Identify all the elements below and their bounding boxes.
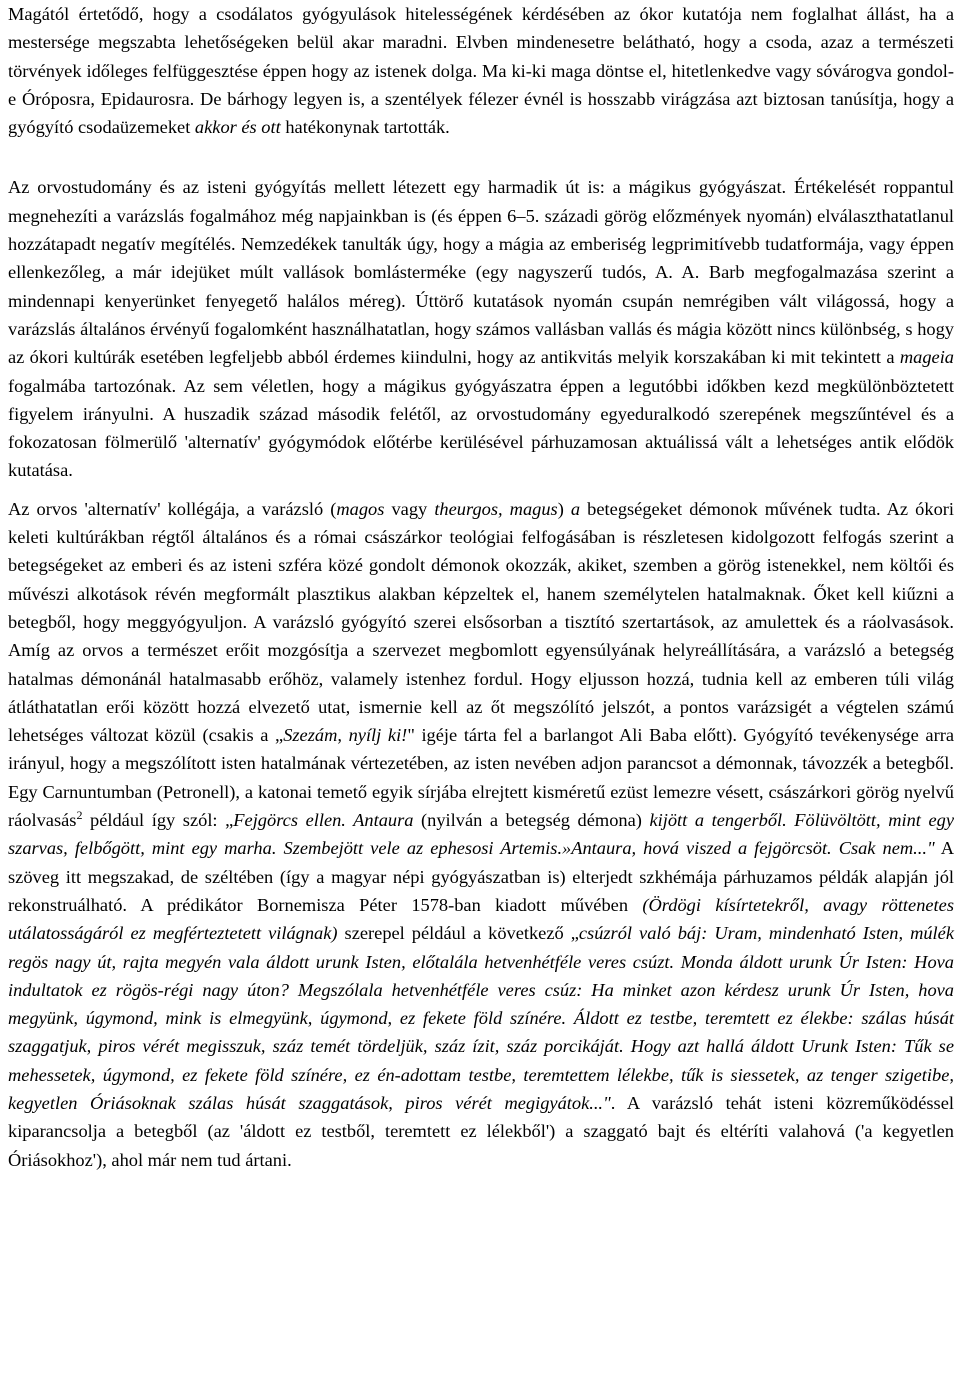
- text-run: (nyilván a betegség démona): [413, 810, 650, 831]
- italic-text: magos: [336, 498, 385, 519]
- italic-text: csúzról való báj: Uram, mindenható Isten, múlék regös nagy út, rajta megyén vala áldott urunk Isten, előtalála hetvenhétféle veres csúzt. Monda áldott urunk Úr Isten: Hova indultatok ez rögös-régi nagy úton? Megszólala hetvenhétféle veres csúz: Ha minket azon kérdesz urunk Úr Isten, hova megyünk, úgymond, mink is elmegyünk, úgymond, ez fekete föld színére. Áldott ez testbe, teremtett ez élekbe: szálas húsát szaggatjuk, piros vérét megisszuk, száz temét tördeljük, száz ízit, száz porcikáját. Hogy azt hallá áldott Urunk Isten: Tűk se mehessetek, úgymond, ez fekete föld színére, ez én-adottam testbe, teremtettem lélekbe, tűk is siessetek, az tenger szigetibe, kegyetlen Óriásoknak szálas húsát szaggatások, piros vérét megigyátok...": [8, 923, 954, 1113]
- paragraph-2: [8, 173, 954, 484]
- text-run: Az orvostudomány és az isteni gyógyítás mellett létezett egy harmadik út is: a mágikus gyógyászat. Értékelését roppantul megnehezíti a varázslás fogalmához még napjainkban is (és éppen 6–5. századi görög előzmények nyomán) elválaszthatatlanul hozzátapadt negatív megítélés. Nemzedékek tanulták úgy, hogy a mágia az emberiség legprimitívebb tudatformája, vagy éppen ellenkezőleg, a már idejüket múlt vallások bomlásterméke (egy nagyszerű tudós, A. A. Barb megfogalmazása szerint a mindennapi kenyerünket fenyegető halálos méreg). Úttörő kutatások nyomán csupán nemrégiben vált világossá, hogy a varázslás általános érvényű fogalomként használhatatlan, hogy számos vallásban vallás és mágia között nincs különbség, s hogy az ókori kultúrák esetében legfeljebb abból érdemes kiindulni, hogy az antikvitás melyik korszakában ki mit tekintett a: [8, 177, 954, 368]
- text-run: hatékonynak tartották.: [280, 117, 450, 138]
- footnote-reference: 2: [76, 807, 83, 822]
- text-run: Magától értetődő, hogy a csodálatos gyógyulások hitelességének kérdésében az ókor kutatója nem foglalhat állást, ha a mestersége megszabta lehetőségeken belül akar maradni. Elvben mindenesetre belátható, hogy a csoda, azaz a természeti törvények időleges felfüggesztése éppen hogy az istenek dolga. Ma ki-ki maga döntse el, hitetlenkedve vagy sóvárogva gondol-e Óróposra, Epidaurosra. De bárhogy legyen is, a szentélyek félezer évnél is hosszabb virágzása azt biztosan tanúsítja, hogy a gyógyító csodaüzemeket: [8, 4, 954, 138]
- paragraph-1: [8, 0, 954, 141]
- text-run: betegségeket démonok művének tudta. Az ókori keleti kultúrákban régtől általános és a római császárkor teológiai felfogásában is részletesen kidolgozott felfogás szerint a betegségeket az emberi és az isteni szféra közé gondolt démonok okozzák, akiket, szemben a görög istenekkel, nem költői és művészi alkotások révén megformált plasztikus alakban képzeltek el, hanem személytelen hatalmaknak. Őket kell kiűzni a betegből, hogy meggyógyuljon. A varázsló gyógyító szerei elsősorban a tisztító szertartások, az amulettek és a ráolvasások. Amíg az orvos a természet erőit mozgósítja a szervezet megbomlott egyensúlyának helyreállítására, a varázsló a betegség hatalmas démonánál hatalmasabb erőhöz, valamely istenhez fordul. Hogy eljusson hozzá, tudnia kell az emberen túli világ átláthatatlan erői között hozzá elvezető utat, ismernie kell az őt megszólító jelszót, a pontos varázsigét a végtelen számú lehetséges változat közül (csakis a „: [8, 498, 954, 746]
- italic-text: a: [570, 498, 581, 519]
- paragraph-3: [8, 495, 954, 1174]
- text-run: Az orvos 'alternatív' kollégája, a varázsló (: [8, 498, 337, 519]
- italic-text: Szezám, nyílj ki!: [283, 725, 408, 746]
- text-run: . A varázsló tehát isteni közreműködéssel kiparancsolja a betegből (az 'áldott ez testből, teremtett ez lélekből') a szaggató bajt és eltéríti valahová ('a kegyetlen Óriásokhoz'), ahol már nem tud ártani.: [8, 1092, 954, 1170]
- italic-text: theurgos, magus: [434, 498, 558, 519]
- text-run: vagy: [384, 498, 435, 519]
- text-run: ): [557, 498, 571, 519]
- italic-text: (Ördögi kísírtetekről, avagy röttenetes utálatosságáról ez megférteztetett világnak): [8, 894, 954, 944]
- italic-text: Fejgörcs ellen. Antaura: [233, 810, 414, 831]
- italic-text: akkor és ott: [194, 117, 281, 138]
- text-run: szerepel például a következő „: [337, 923, 579, 944]
- text-run: fogalmába tartozónak. Az sem véletlen, hogy a mágikus gyógyászatra éppen a legutóbbi időkben kezd megkülönböztetett figyelem irányulni. A huszadik század második felétől, az orvostudomány egyeduralkodó szerepének megszűntével és a fokozatosan fölmerülő 'alternatív' gyógymódok előtérbe kerülésével párhuzamosan aktuálissá vált a lehetséges antik elődök kutatása.: [8, 375, 954, 481]
- italic-text: mageia: [899, 347, 954, 368]
- text-run: A szöveg itt megszakad, de széltében (így a magyar népi gyógyászatban is) elterjedt szkhémája párhuzamos példák alapján jól rekonstruálható. A prédikátor Bornemisza Péter 1578-ban kiadott művében: [8, 838, 954, 915]
- text-run: " igéje tárta fel a barlangot Ali Baba előtt). Gyógyító tevékenysége arra irányul, hogy a megszólított isten hatalmának vértezetében, az isten nevében adjon parancsot a démonnak, távozzék a betegből. Egy Carnuntumban (Petronell), a katonai temető egyik sírjába elrejtett kisméretű ezüst lemezre vésett, császárkori görög nyelvű ráolvasás: [8, 725, 954, 831]
- text-run: például így szól: „: [82, 810, 234, 831]
- italic-text: kijött a tengerből. Fölüvöltött, mint egy szarvas, felbőgött, mint egy marha. Szembejött vele az ephesosi Artemis.»Antaura, hová viszed a fejgörcsöt. Csak nem...": [8, 810, 954, 859]
